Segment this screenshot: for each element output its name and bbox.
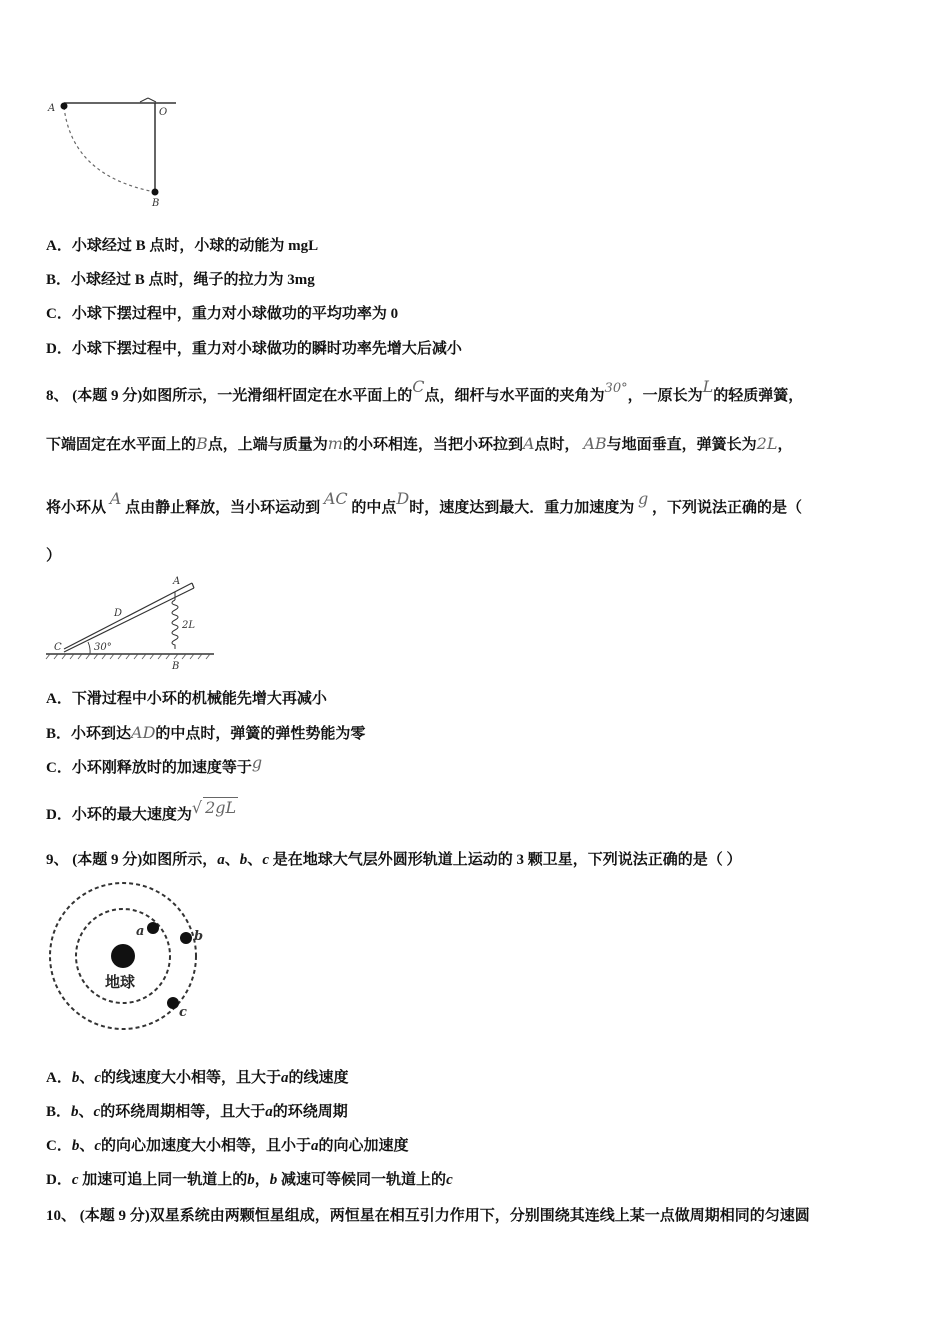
q7-option-b bbox=[46, 270, 315, 290]
rod-end-cap bbox=[192, 583, 194, 588]
option-text: 小环到达 bbox=[71, 726, 132, 742]
option-text: 小环的最大速度为 bbox=[71, 807, 192, 823]
point-b-dot bbox=[152, 189, 159, 196]
option-text: 小环刚释放时的加速度等于 bbox=[71, 760, 252, 776]
math-b: B bbox=[196, 434, 208, 453]
var-b: b bbox=[71, 1070, 80, 1086]
label-b: B bbox=[152, 198, 160, 209]
q8-line-2 bbox=[46, 434, 792, 455]
earth-body bbox=[111, 944, 135, 968]
question-score: (本题 9 分) bbox=[72, 388, 143, 404]
q7-option-c bbox=[46, 304, 398, 324]
option-text: ， bbox=[254, 1172, 270, 1188]
math-m: m bbox=[327, 434, 343, 453]
option-text: 的线速度 bbox=[288, 1070, 349, 1086]
option-text: 的中点时，弹簧的弹性势能为零 bbox=[155, 726, 366, 742]
text: 时，速度达到最大．重力加速度为 bbox=[409, 500, 635, 516]
option-text: 的向心加速度大小相等，且小于 bbox=[101, 1138, 312, 1154]
option-text: 的线速度大小相等，且大于 bbox=[101, 1070, 282, 1086]
var-b: b bbox=[247, 1172, 255, 1188]
ceiling-mount-left bbox=[140, 98, 148, 102]
label-2l: 2L bbox=[182, 620, 196, 631]
option-letter: D． bbox=[46, 341, 72, 357]
option-text: 的环绕周期相等，且大于 bbox=[100, 1104, 266, 1120]
math-a: A bbox=[522, 434, 535, 453]
text: 点时， bbox=[534, 437, 580, 453]
q8-option-d bbox=[46, 798, 238, 825]
option-text: 小球下摆过程中，重力对小球做功的平均功率为 0 bbox=[71, 306, 399, 322]
satellite-orbit-figure bbox=[48, 880, 218, 1035]
q7-option-a bbox=[46, 236, 318, 256]
sqrt-expression bbox=[192, 798, 238, 817]
var-c: c bbox=[94, 1138, 102, 1154]
q8-line-1 bbox=[46, 377, 804, 407]
question-number: 9、 bbox=[46, 852, 69, 868]
text: 的中点 bbox=[351, 500, 397, 516]
math-l: L bbox=[702, 377, 714, 396]
point-a-dot bbox=[61, 103, 68, 110]
text: ） bbox=[46, 548, 62, 564]
option-letter: B． bbox=[46, 272, 72, 288]
math-a: A bbox=[109, 489, 122, 508]
text: 点由静止释放，当小环运动到 bbox=[125, 500, 321, 516]
label-30: 30° bbox=[94, 642, 112, 653]
q9-option-b bbox=[46, 1102, 348, 1122]
label-b: B bbox=[172, 661, 180, 672]
label-b: b bbox=[194, 929, 204, 944]
ceiling-mount-right bbox=[148, 98, 156, 102]
var-b: b bbox=[269, 1172, 278, 1188]
var-a: a bbox=[217, 852, 225, 868]
pendulum-figure bbox=[44, 96, 184, 211]
satellite-a bbox=[147, 922, 159, 934]
q9-option-d bbox=[46, 1170, 453, 1190]
var-c: c bbox=[94, 1070, 102, 1086]
option-letter: A． bbox=[46, 238, 72, 254]
option-letter: B． bbox=[46, 1104, 72, 1120]
label-a: A bbox=[173, 576, 181, 587]
var-a: a bbox=[281, 1070, 289, 1086]
question-score: (本题 9 分) bbox=[79, 1208, 150, 1224]
q8-option-c bbox=[46, 753, 263, 778]
option-text: 小球经过 B 点时，小球的动能为 mgL bbox=[71, 238, 319, 254]
text: 、 bbox=[247, 852, 263, 868]
text: 下端固定在水平面上的 bbox=[46, 437, 197, 453]
text: 是在地球大气层外圆形轨道上运动的 3 颗卫星，下列说法正确的是（ ） bbox=[272, 852, 742, 868]
question-number: 10、 bbox=[46, 1208, 77, 1224]
label-a: A bbox=[48, 103, 56, 114]
var-b: b bbox=[71, 1138, 80, 1154]
rod-spring-figure bbox=[44, 574, 219, 674]
label-earth: 地球 bbox=[105, 973, 136, 991]
q8-option-b bbox=[46, 723, 365, 744]
text: ， bbox=[777, 437, 793, 453]
satellite-c bbox=[167, 997, 179, 1009]
var-c: c bbox=[71, 1172, 79, 1188]
math-ad: AD bbox=[131, 723, 156, 742]
math-d: D bbox=[396, 489, 410, 508]
spring-coil bbox=[172, 600, 178, 649]
angle-arc bbox=[88, 642, 90, 654]
swing-arc bbox=[64, 107, 155, 192]
question-score: (本题 9 分) bbox=[72, 852, 143, 868]
text: 、 bbox=[79, 1070, 95, 1086]
q8-line-4 bbox=[46, 546, 61, 566]
text: 如图所示，一光滑细杆固定在水平面上的 bbox=[142, 388, 413, 404]
option-text: 减速可等候同一轨道上的 bbox=[281, 1172, 447, 1188]
option-letter: C． bbox=[46, 760, 72, 776]
var-c: c bbox=[446, 1172, 453, 1188]
math-ac: AC bbox=[323, 489, 348, 508]
option-letter: C． bbox=[46, 1138, 72, 1154]
option-text: 加速可追上同一轨道上的 bbox=[82, 1172, 248, 1188]
var-a: a bbox=[311, 1138, 319, 1154]
q9-line-1 bbox=[46, 850, 742, 870]
option-text: 小球下摆过程中，重力对小球做功的瞬时功率先增大后减小 bbox=[71, 341, 462, 357]
text: 与地面垂直，弹簧长为 bbox=[606, 437, 757, 453]
option-text: 小球经过 B 点时，绳子的拉力为 3mg bbox=[71, 272, 315, 288]
var-b: b bbox=[239, 852, 248, 868]
satellite-b bbox=[180, 932, 192, 944]
q10-line-1 bbox=[46, 1206, 810, 1226]
rod-upper-edge bbox=[64, 583, 192, 649]
math-c: C bbox=[412, 377, 425, 396]
text: 双星系统由两颗恒星组成，两恒星在相互引力作用下，分别围绕其连线上某一点做周期相同的匀速圆 bbox=[149, 1208, 810, 1224]
text: 的轻质弹簧， bbox=[713, 388, 804, 404]
sqrt-sign: √ bbox=[191, 798, 203, 817]
text: 如图所示， bbox=[142, 852, 218, 868]
math-ab: AB bbox=[583, 434, 607, 453]
option-letter: B． bbox=[46, 726, 72, 742]
text: 点，上端与质量为 bbox=[207, 437, 328, 453]
option-letter: C． bbox=[46, 306, 72, 322]
text: 的小环相连，当把小环拉到 bbox=[342, 437, 523, 453]
option-letter: D． bbox=[46, 1172, 72, 1188]
label-a: a bbox=[136, 924, 145, 939]
var-c: c bbox=[93, 1104, 101, 1120]
q8-line-3 bbox=[46, 489, 803, 518]
label-o: O bbox=[159, 107, 168, 118]
question-number: 8、 bbox=[46, 388, 69, 404]
math-g: g bbox=[251, 753, 263, 772]
option-text: 下滑过程中小环的机械能先增大再减小 bbox=[71, 691, 327, 707]
text: ，下列说法正确的是（ bbox=[652, 500, 803, 516]
q8-option-a bbox=[46, 689, 327, 709]
math-30: 30° bbox=[604, 381, 628, 396]
q9-option-a bbox=[46, 1068, 349, 1088]
var-a: a bbox=[265, 1104, 273, 1120]
math-g: g bbox=[638, 489, 649, 508]
label-d: D bbox=[114, 608, 123, 619]
option-letter: A． bbox=[46, 1070, 72, 1086]
label-c: c bbox=[179, 1005, 187, 1020]
sqrt-radicand: 2gL bbox=[205, 798, 237, 817]
option-letter: A． bbox=[46, 691, 72, 707]
q9-option-c bbox=[46, 1136, 409, 1156]
option-text: 的向心加速度 bbox=[318, 1138, 409, 1154]
text: 、 bbox=[79, 1138, 95, 1154]
label-c: C bbox=[54, 642, 62, 653]
text: 、 bbox=[224, 852, 240, 868]
option-letter: D． bbox=[46, 807, 72, 823]
text: 、 bbox=[78, 1104, 94, 1120]
q7-option-d bbox=[46, 339, 462, 359]
var-c: c bbox=[262, 852, 269, 868]
option-text: 的环绕周期 bbox=[272, 1104, 348, 1120]
text: 点，细杆与水平面的夹角为 bbox=[424, 388, 605, 404]
text: 将小环从 bbox=[46, 500, 107, 516]
text: ，一原长为 bbox=[627, 388, 703, 404]
math-2l: 2L bbox=[756, 434, 778, 453]
var-b: b bbox=[71, 1104, 79, 1120]
